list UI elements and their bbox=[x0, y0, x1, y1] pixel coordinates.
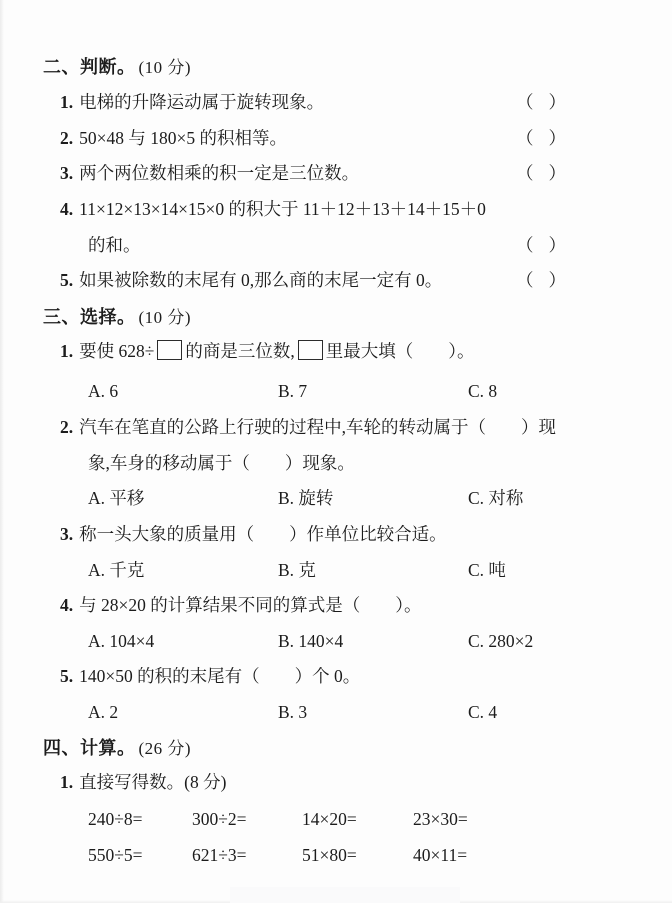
option-a: A. 平移 bbox=[88, 488, 145, 508]
answer-blank-close: ） bbox=[548, 235, 566, 255]
question-number: 3. bbox=[60, 524, 74, 544]
question-text: 140×50 的积的末尾有（ ）个 0。 bbox=[79, 666, 361, 686]
question-number: 5. bbox=[60, 666, 74, 686]
scan-smudge bbox=[230, 887, 460, 903]
calc-expression: 621÷3= bbox=[192, 845, 247, 865]
section-judge-title: 二、判断。 bbox=[43, 57, 136, 77]
answer-blank-open: （ bbox=[516, 163, 534, 183]
option-c: C. 对称 bbox=[468, 488, 524, 508]
answer-blank bbox=[516, 127, 566, 149]
answer-blank-open: （ bbox=[516, 270, 534, 290]
answer-blank-close: ） bbox=[548, 270, 566, 290]
judge-item-5 bbox=[0, 269, 672, 291]
judge-item-4-line1 bbox=[0, 198, 672, 220]
calc-expression: 300÷2= bbox=[192, 809, 247, 829]
question-text: 里最大填（ ）。 bbox=[325, 341, 475, 361]
section-judge-header bbox=[0, 56, 672, 79]
option-b: B. 7 bbox=[278, 381, 308, 401]
section-calc-points: (26 分) bbox=[138, 739, 192, 758]
answer-blank-open: （ bbox=[516, 128, 534, 148]
answer-blank-close: ） bbox=[548, 163, 566, 183]
question-text: 称一头大象的质量用（ ）作单位比较合适。 bbox=[79, 524, 447, 544]
answer-blank-open: （ bbox=[516, 235, 534, 255]
question-number: 4. bbox=[60, 595, 74, 615]
blank-box bbox=[298, 340, 323, 360]
question-text: 直接写得数。(8 分) bbox=[79, 772, 227, 792]
answer-blank-close: ） bbox=[548, 128, 566, 148]
calc-sub-header bbox=[0, 771, 672, 793]
calc-expression: 23×30= bbox=[413, 809, 468, 829]
question-text: 的和。 bbox=[88, 235, 141, 255]
option-c: C. 8 bbox=[468, 381, 498, 401]
section-choice-title: 三、选择。 bbox=[43, 307, 136, 327]
option-b: B. 3 bbox=[278, 702, 308, 722]
question-text: 汽车在笔直的公路上行驶的过程中,车轮的转动属于（ ）现 bbox=[79, 417, 556, 437]
question-text: 电梯的升降运动属于旋转现象。 bbox=[79, 92, 325, 112]
choice-item-1 bbox=[0, 340, 672, 362]
scan-edge-left bbox=[0, 0, 4, 903]
section-choice-header bbox=[0, 306, 672, 329]
question-number: 2. bbox=[60, 417, 74, 437]
choice-item-2-line1 bbox=[0, 416, 672, 438]
calc-expression: 40×11= bbox=[413, 845, 468, 865]
question-text: 两个两位数相乘的积一定是三位数。 bbox=[79, 163, 360, 183]
question-number: 4. bbox=[60, 199, 74, 219]
option-b: B. 旋转 bbox=[278, 488, 334, 508]
calc-expression: 51×80= bbox=[302, 845, 357, 865]
choice-item-4 bbox=[0, 594, 672, 616]
calc-expression: 240÷8= bbox=[88, 809, 143, 829]
option-b: B. 克 bbox=[278, 560, 316, 580]
option-c: C. 4 bbox=[468, 702, 498, 722]
option-a: A. 千克 bbox=[88, 560, 145, 580]
answer-blank bbox=[516, 91, 566, 113]
question-number: 5. bbox=[60, 270, 74, 290]
judge-item-2 bbox=[0, 127, 672, 149]
judge-item-1 bbox=[0, 91, 672, 113]
answer-blank bbox=[516, 269, 566, 291]
question-number: 3. bbox=[60, 163, 74, 183]
question-text: 要使 628÷ bbox=[79, 341, 155, 361]
option-c: C. 吨 bbox=[468, 560, 506, 580]
option-c: C. 280×2 bbox=[468, 631, 534, 651]
answer-blank bbox=[516, 234, 566, 256]
question-number: 1. bbox=[60, 772, 74, 792]
answer-blank-close: ） bbox=[548, 92, 566, 112]
blank-box bbox=[157, 340, 182, 360]
section-judge-points: (10 分) bbox=[138, 58, 192, 77]
option-a: A. 2 bbox=[88, 702, 119, 722]
option-a: A. 6 bbox=[88, 381, 119, 401]
question-text: 的商是三位数, bbox=[185, 341, 295, 361]
judge-item-3 bbox=[0, 162, 672, 184]
question-text: 与 28×20 的计算结果不同的算式是（ ）。 bbox=[79, 595, 422, 615]
question-number: 1. bbox=[60, 341, 74, 361]
choice-item-3 bbox=[0, 523, 672, 545]
option-b: B. 140×4 bbox=[278, 631, 344, 651]
answer-blank bbox=[516, 162, 566, 184]
section-calc-title: 四、计算。 bbox=[43, 738, 136, 758]
choice-item-5 bbox=[0, 665, 672, 687]
question-text: 11×12×13×14×15×0 的积大于 11＋12＋13＋14＋15＋0 bbox=[79, 199, 486, 219]
option-a: A. 104×4 bbox=[88, 631, 155, 651]
question-text: 50×48 与 180×5 的积相等。 bbox=[79, 128, 287, 148]
calc-expression: 14×20= bbox=[302, 809, 357, 829]
question-number: 2. bbox=[60, 128, 74, 148]
choice-item-2-line2 bbox=[0, 452, 672, 474]
question-text: 象,车身的移动属于（ ）现象。 bbox=[88, 453, 355, 473]
question-text: 如果被除数的末尾有 0,那么商的末尾一定有 0。 bbox=[79, 270, 443, 290]
question-number: 1. bbox=[60, 92, 74, 112]
judge-item-4-line2 bbox=[0, 234, 672, 256]
calc-expression: 550÷5= bbox=[88, 845, 143, 865]
section-calc-header bbox=[0, 737, 672, 760]
section-choice-points: (10 分) bbox=[138, 308, 192, 327]
answer-blank-open: （ bbox=[516, 92, 534, 112]
